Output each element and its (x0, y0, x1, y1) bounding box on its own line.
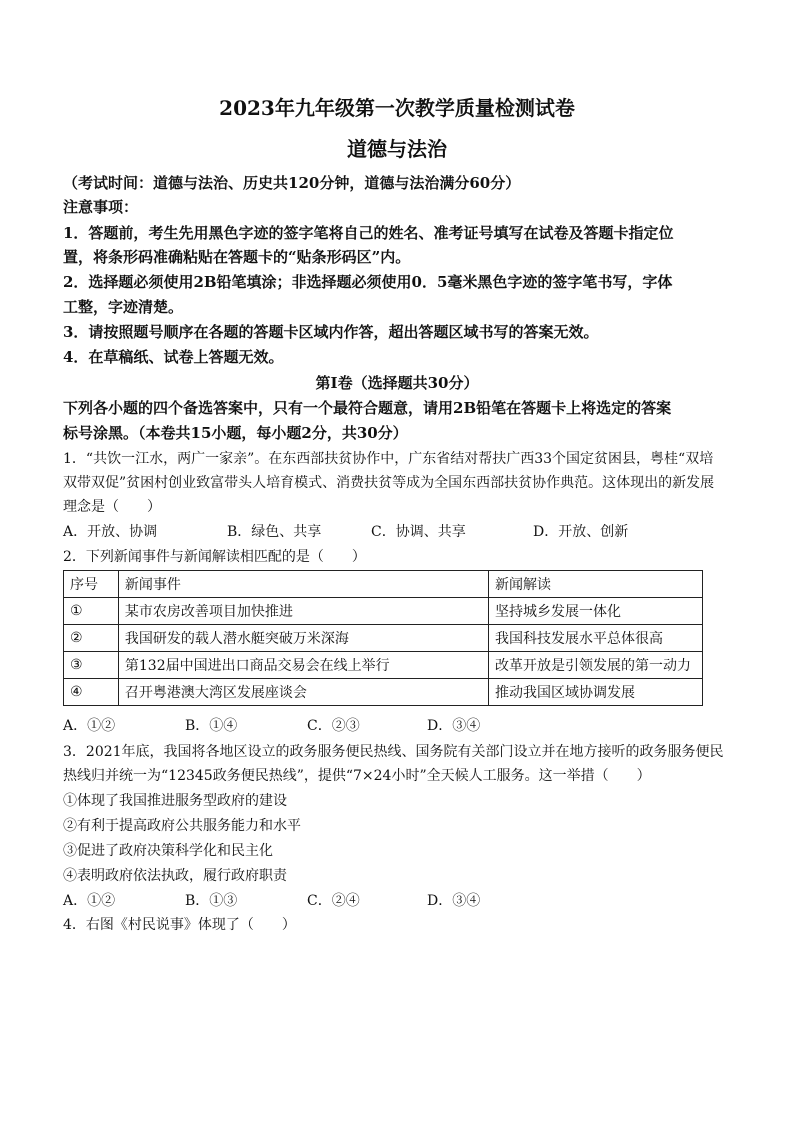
q3-item: ①体现了我国推进服务型政府的建设 (63, 793, 287, 809)
note-line: 4．在草稿纸、试卷上答题无效。 (63, 348, 284, 366)
section-title: 第Ⅰ卷（选择题共30分） (315, 374, 479, 392)
table-header-cell: 新闻解读 (489, 571, 703, 598)
table-cell: 我国科技发展水平总体很高 (489, 625, 703, 652)
table-header-row (64, 571, 703, 598)
q2-option-b: B．①④ (185, 718, 238, 734)
q1-stem-line: 双带双促”贫困村创业致富带头人培育模式、消费扶贫等成为全国东西部扶贫协作典范。这体现出的新发展 (63, 475, 715, 491)
table-cell: ② (64, 625, 119, 652)
subject-title: 道德与法治 (347, 137, 447, 161)
table-cell: 某市农房改善项目加快推进 (118, 598, 488, 625)
q3-option-a: A．①② (63, 893, 116, 909)
table-cell: 我国研发的载人潜水艇突破万米深海 (118, 625, 488, 652)
table-cell: 改革开放是引领发展的第一动力 (489, 652, 703, 679)
table-row (64, 625, 703, 652)
note-line: 1．答题前，考生先用黑色字迹的签字笔将自己的姓名、准考证号填写在试卷及答题卡指定位 (63, 224, 674, 242)
q1-stem-line: 1．“共饮一江水，两广一家亲”。在东西部扶贫协作中，广东省结对帮扶广西33个国定贫困县，粤桂“双培 (63, 451, 714, 467)
table-cell: 坚持城乡发展一体化 (489, 598, 703, 625)
q1-option-a: A．开放、协调 (63, 524, 158, 540)
section-instruction: 标号涂黑。（本卷共15小题，每小题2分，共30分） (63, 424, 408, 442)
note-line: 3．请按照题号顺序在各题的答题卡区域内作答，超出答题区域书写的答案无效。 (63, 323, 599, 341)
notes-heading: 注意事项： (63, 198, 139, 216)
note-line: 置，将条形码准确粘贴在答题卡的“贴条形码区”内。 (63, 248, 411, 266)
exam-title: 2023年九年级第一次教学质量检测试卷 (219, 96, 575, 120)
table-cell: ③ (64, 652, 119, 679)
q3-stem-line: 3．2021年底，我国将各地区设立的政务服务便民热线、国务院有关部门设立并在地方接听的政务服务便民 (63, 744, 724, 760)
table-cell: 第132届中国进出口商品交易会在线上举行 (118, 652, 488, 679)
table-row (64, 679, 703, 706)
q3-option-c: C．②④ (307, 893, 360, 909)
table-cell: 召开粤港澳大湾区发展座谈会 (118, 679, 488, 706)
q4-stem: 4．右图《村民说事》体现了（ ） (63, 917, 296, 933)
q1-option-b: B．绿色、共享 (227, 524, 322, 540)
note-line: 工整，字迹清楚。 (63, 298, 184, 316)
q3-stem-line: 热线归并统一为“12345政务便民热线”，提供“7×24小时”全天候人工服务。这一举措（ ） (63, 768, 651, 784)
q3-item: ④表明政府依法执政，履行政府职责 (63, 868, 287, 884)
q3-item: ②有利于提高政府公共服务能力和水平 (63, 818, 301, 834)
table-row (64, 598, 703, 625)
table-cell: 推动我国区域协调发展 (489, 679, 703, 706)
section-instruction: 下列各小题的四个备选答案中，只有一个最符合题意，请用2B铅笔在答题卡上将选定的答案 (63, 399, 672, 417)
q1-stem-line: 理念是（ ） (63, 499, 161, 515)
q2-option-a: A．①② (63, 718, 116, 734)
table-header-cell: 序号 (64, 571, 119, 598)
note-line: 2．选择题必须使用2B铅笔填涂；非选择题必须使用0．5毫米黑色字迹的签字笔书写，字体 (63, 273, 673, 291)
q3-option-b: B．①③ (185, 893, 238, 909)
table-cell: ④ (64, 679, 119, 706)
q2-option-c: C．②③ (307, 718, 360, 734)
q3-item: ③促进了政府决策科学化和民主化 (63, 843, 273, 859)
q2-stem: 2．下列新闻事件与新闻解读相匹配的是（ ） (63, 549, 366, 565)
table-row (64, 652, 703, 679)
news-table (63, 570, 703, 706)
q2-option-d: D．③④ (427, 718, 481, 734)
q1-option-c: C．协调、共享 (371, 524, 466, 540)
exam-time: （考试时间：道德与法治、历史共120分钟，道德与法治满分60分） (63, 174, 521, 192)
table-header-cell: 新闻事件 (118, 571, 488, 598)
table-cell: ① (64, 598, 119, 625)
q1-option-d: D．开放、创新 (533, 524, 629, 540)
q3-option-d: D．③④ (427, 893, 481, 909)
